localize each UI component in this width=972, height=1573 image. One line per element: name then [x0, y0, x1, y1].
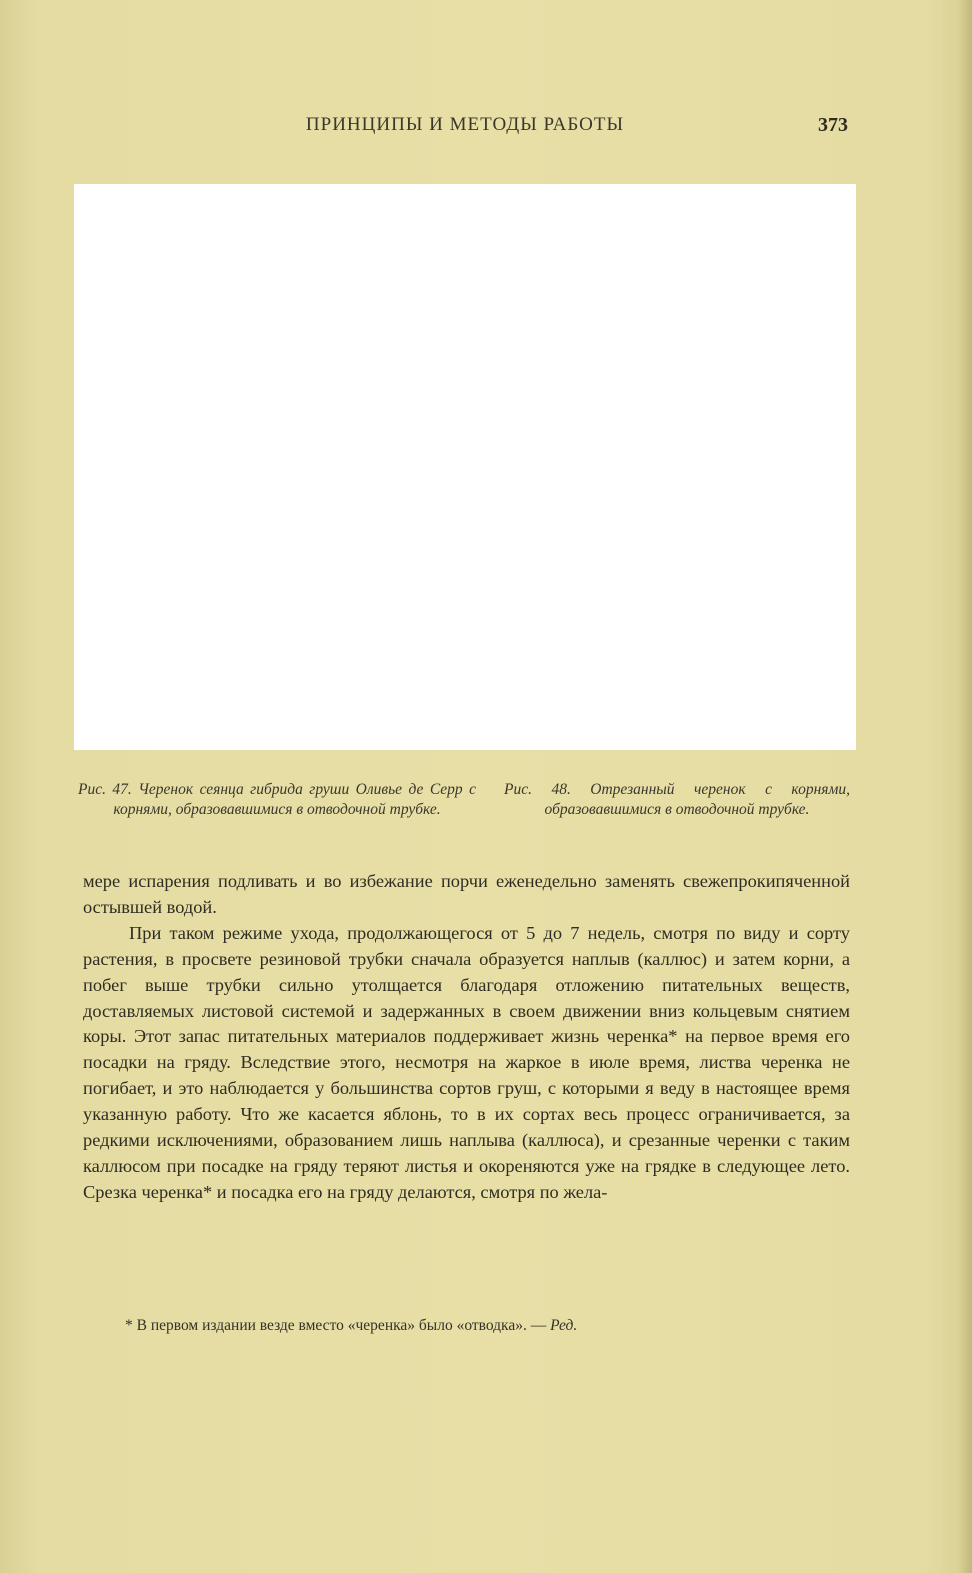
running-title: ПРИНЦИПЫ И МЕТОДЫ РАБОТЫ	[305, 114, 625, 135]
footnote-text: * В первом издании везде вместо «черенка» было «отводка». —	[125, 1317, 551, 1334]
page-edge-shadow	[958, 0, 972, 1573]
page-number: 373	[818, 114, 848, 136]
caption-fig-47: Рис. 47. Черенок сеянца гибрида груши Оливье де Серр с корнями, образовавшимися в отводочной трубке.	[78, 781, 476, 818]
caption-fig-48: Рис. 48. Отрезанный черенок с корнями, образовавшимися в отводочной трубке.	[504, 781, 850, 818]
footnote	[125, 1316, 845, 1336]
figure-image-area	[74, 184, 856, 750]
running-header	[80, 114, 850, 144]
figure-captions	[78, 780, 850, 842]
paragraph-1: мере испарения подливать и во избежание порчи еженедельно заменять свежепрокипяченной остывшей водой.	[83, 871, 850, 917]
footnote-editor-mark: Ред.	[550, 1317, 578, 1334]
paragraph-2: При таком режиме ухода, продолжающегося от 5 до 7 недель, смотря по виду и сорту растения, в просвете резиновой трубки сначала образуется наплыв (каллюс) и затем корни, а побег выше трубки сильно утолщается благодаря отложению питательных веществ, доставляемых листовой системой и задержанных в своем движении вниз кольцевым снятием коры. Этот запас питательных материалов поддерживает жизнь черенка* на первое время его посадки на гряду. Вследствие этого, несмотря на жаркое в июле время, листва черенка не погибает, и это наблюдается у большинства сортов груш, с которыми я веду в настоящее время указанную работу. Что же касается яблонь, то в их сортах весь процесс ограничивается, за редкими исключениями, образованием лишь наплыва (каллюса), и срезанные черенки с таким каллюсом при посадке на гряду теряют листья и окореняются уже на грядке в следующее лето. Срезка черенка* и посадка его на гряду делаются, смотря по жела-	[83, 922, 850, 1202]
body-text	[83, 869, 850, 1206]
